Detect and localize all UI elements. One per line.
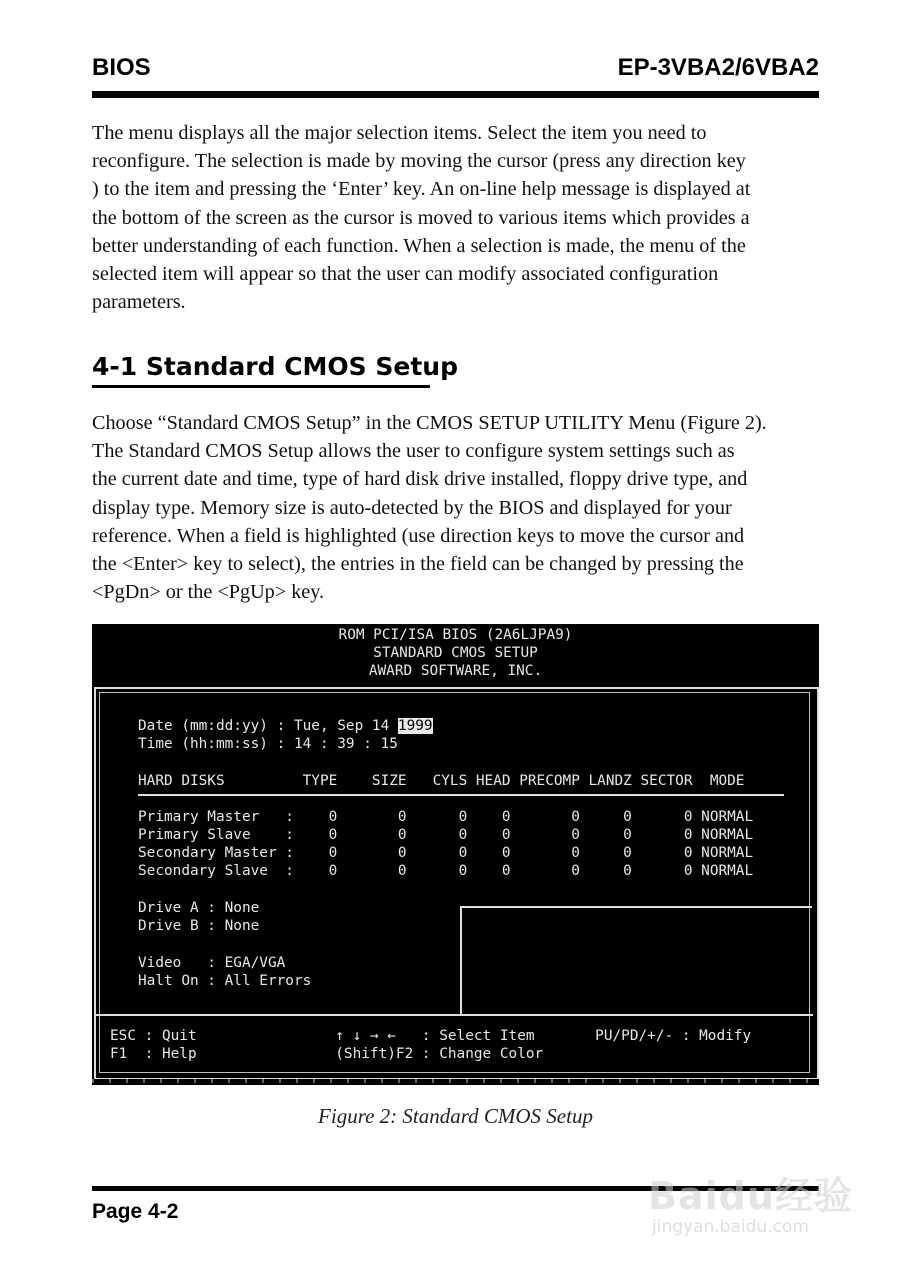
drive-a-row[interactable]: Drive A : None <box>138 900 260 916</box>
section-title: 4-1 Standard CMOS Setup <box>92 352 458 381</box>
page-number: Page 4-2 <box>92 1200 179 1223</box>
intro-line: the bottom of the screen as the cursor is moved to various items which provides a <box>92 206 750 229</box>
running-header-left: BIOS <box>92 54 151 81</box>
intro-paragraph <box>92 119 822 316</box>
intro-line: selected item will appear so that the user can modify associated configuration <box>92 263 719 286</box>
bios-disk-header: HARD DISKS TYPE SIZE CYLS HEAD PRECOMP LANDZ SECTOR MODE <box>138 773 745 789</box>
drive-b-row[interactable]: Drive B : None <box>138 918 260 934</box>
date-year-highlighted[interactable]: 1999 <box>397 718 433 734</box>
header-rule <box>92 91 819 98</box>
section-line: display type. Memory size is auto-detected by the BIOS and displayed for your <box>92 496 732 519</box>
watermark-url: jingyan.baidu.com <box>652 1217 809 1237</box>
scan-artifact-strip <box>92 1079 819 1083</box>
bios-title-setup: STANDARD CMOS SETUP <box>373 645 538 661</box>
watermark <box>648 1165 868 1245</box>
disk-row-secondary-master[interactable]: Secondary Master : 0 0 0 0 0 0 0 NORMAL <box>138 845 754 861</box>
section-line: the current date and time, type of hard disk drive installed, floppy drive type, and <box>92 468 748 491</box>
section-line: Choose “Standard CMOS Setup” in the CMOS SETUP UTILITY Menu (Figure 2). <box>92 412 767 434</box>
disk-row-secondary-slave[interactable]: Secondary Slave : 0 0 0 0 0 0 0 NORMAL <box>138 863 754 879</box>
disk-header-rule <box>138 794 784 796</box>
watermark-brand: Baidu经验 <box>648 1174 853 1218</box>
memory-box-left <box>460 906 462 1014</box>
video-row[interactable]: Video : EGA/VGA <box>138 955 286 971</box>
intro-line: The menu displays all the major selection items. Select the item you need to <box>92 122 707 144</box>
bios-time-row[interactable]: Time (hh:mm:ss) : 14 : 39 : 15 <box>138 736 398 752</box>
running-header-right: EP-3VBA2/6VBA2 <box>617 54 819 81</box>
date-label: Date (mm:dd:yy) : <box>138 718 294 734</box>
help-bar-rule <box>96 1014 813 1016</box>
intro-line: ) to the item and pressing the ‘Enter’ key. An on-line help message is displayed at <box>92 178 751 201</box>
bios-title-rom: ROM PCI/ISA BIOS (2A6LJPA9) <box>338 627 573 643</box>
memory-box-top <box>460 906 812 908</box>
intro-line: reconfigure. The selection is made by moving the cursor (press any direction key <box>92 150 746 173</box>
bios-screenshot <box>92 624 819 1085</box>
section-title-underline <box>92 385 430 388</box>
section-line: The Standard CMOS Setup allows the user to configure system settings such as <box>92 440 735 463</box>
intro-line: parameters. <box>92 291 186 314</box>
disk-row-primary-master[interactable]: Primary Master : 0 0 0 0 0 0 0 NORMAL <box>138 809 754 825</box>
section-line: the <Enter> key to select), the entries in the field can be changed by pressing the <box>92 553 744 576</box>
disk-row-primary-slave[interactable]: Primary Slave : 0 0 0 0 0 0 0 NORMAL <box>138 827 754 843</box>
figure-caption: Figure 2: Standard CMOS Setup <box>318 1104 593 1128</box>
halt-on-row[interactable]: Halt On : All Errors <box>138 973 312 989</box>
help-bar-row-2: F1 : Help (Shift)F2 : Change Color <box>110 1046 544 1062</box>
date-value[interactable]: Tue, Sep 14 <box>293 718 398 734</box>
section-line: reference. When a field is highlighted (use direction keys to move the cursor and <box>92 524 745 547</box>
bios-date-row[interactable] <box>138 717 433 735</box>
intro-line: better understanding of each function. When a selection is made, the menu of the <box>92 234 746 257</box>
section-paragraph <box>92 409 822 606</box>
section-line: <PgDn> or the <PgUp> key. <box>92 581 325 604</box>
bios-title-vendor: AWARD SOFTWARE, INC. <box>368 663 543 679</box>
help-bar-row-1: ESC : Quit ↑ ↓ → ← : Select Item PU/PD/+/- : Modify <box>110 1028 752 1044</box>
